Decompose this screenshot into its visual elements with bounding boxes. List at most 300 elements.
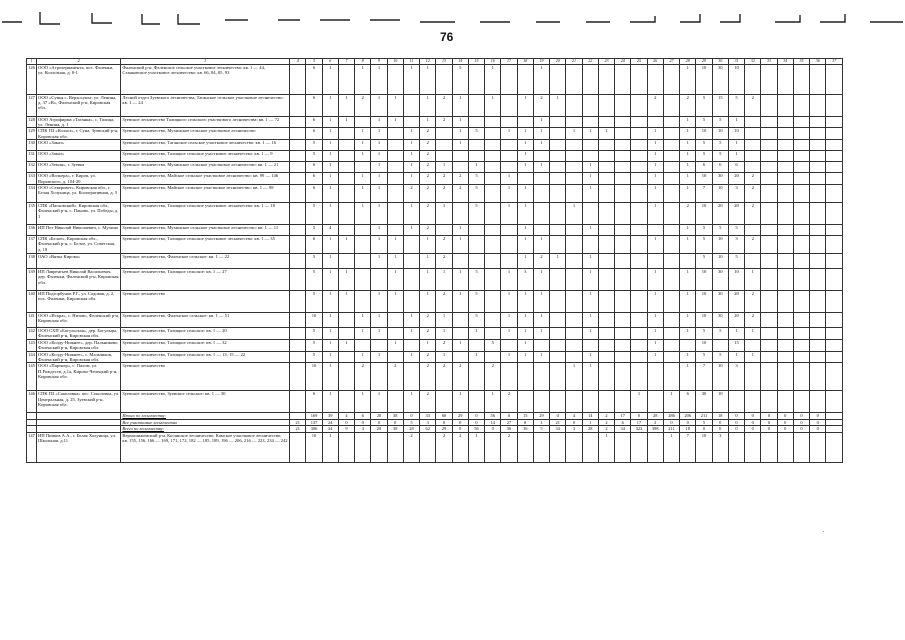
value-cell [338, 64, 354, 94]
totals-value: 0 [436, 419, 452, 425]
value-cell: 1 [468, 327, 484, 339]
value-cell: 1 [517, 162, 533, 173]
value-cell [826, 391, 843, 413]
forestry-location: Зуевское лесничество, Фаленское сельское: кв. 1 — 51 [121, 312, 290, 327]
organization-name: ООО «Сунья с. Верхосунье, ул. Ленина, д. 37 «В», Фаленский р-н, Кировская обл. [37, 94, 121, 116]
value-cell [355, 235, 371, 253]
totals-value: 0 [355, 419, 371, 425]
value-cell [387, 312, 403, 327]
value-cell [598, 290, 614, 312]
value-cell: 1 [663, 432, 679, 462]
value-cell: 1 [322, 184, 338, 202]
value-cell: 1 [403, 312, 419, 327]
totals-value: 17 [615, 413, 631, 419]
value-cell: 10 [712, 391, 728, 413]
totals-value: 0 [452, 426, 468, 432]
value-cell: 3 [728, 363, 744, 391]
value-cell [826, 290, 843, 312]
value-cell: 1 [647, 312, 663, 327]
value-cell [550, 391, 566, 413]
value-cell [338, 173, 354, 185]
value-cell: 1 [517, 94, 533, 116]
organization-name: ООО «Заказ» [37, 151, 121, 162]
totals-value: 0 [501, 413, 517, 419]
totals-value: 5 [696, 419, 712, 425]
value-cell [290, 235, 306, 253]
value-cell: 1 [371, 327, 387, 339]
value-cell: 6 [306, 173, 322, 185]
value-cell [501, 339, 517, 351]
value-cell: 1 [663, 391, 679, 413]
totals-value: 0 [761, 413, 777, 419]
forestry-location: Зуевское лесничество, Талицкое сельское: кв. 1 — 32 [121, 339, 290, 351]
value-cell [338, 351, 354, 363]
value-cell: 1 [680, 268, 696, 290]
header-cell: 29 [696, 59, 712, 65]
value-cell [615, 202, 631, 224]
header-cell: 7 [338, 59, 354, 65]
value-cell [615, 432, 631, 462]
header-cell: 5 [306, 59, 322, 65]
value-cell: 5 [306, 327, 322, 339]
value-cell [761, 128, 777, 140]
value-cell [663, 268, 679, 290]
table-row [27, 202, 843, 224]
row-number: 147 [27, 432, 37, 462]
value-cell [663, 173, 679, 185]
value-cell [615, 290, 631, 312]
row-number: 136 [27, 224, 37, 235]
totals-value: 20 [371, 426, 387, 432]
forestry-location: Зуевское лесничество [121, 363, 290, 391]
totals-value: 0 [745, 426, 761, 432]
totals-label: Всего по лесничеству: [121, 426, 290, 432]
totals-value: 1 [582, 419, 598, 425]
totals-value: 0 [468, 419, 484, 425]
value-cell: 1 [322, 173, 338, 185]
value-cell: 1 [533, 128, 549, 140]
value-cell: 1 [647, 235, 663, 253]
value-cell [793, 351, 809, 363]
value-cell: 1 [728, 151, 744, 162]
organization-name: ООО «Заказ» [37, 140, 121, 151]
value-cell [598, 162, 614, 173]
value-cell: 5 [696, 224, 712, 235]
value-cell [631, 339, 647, 351]
value-cell [631, 128, 647, 140]
totals-value: 29 [436, 426, 452, 432]
value-cell [371, 363, 387, 391]
value-cell: 10 [696, 202, 712, 224]
value-cell: 1 [403, 173, 419, 185]
value-cell [663, 339, 679, 351]
value-cell: 1 [322, 128, 338, 140]
value-cell: 1 [371, 202, 387, 224]
forestry-location: Зуевское лесничество, Талицкое сельское участковое лесничество: кв. 1 — 18 [121, 202, 290, 224]
value-cell [777, 202, 793, 224]
organization-name: ООО «Колду-Нижнее», с. Мальчиков, Фаленский р-н, Кировская обл. [37, 351, 121, 363]
organization-name: СПК ПЗ «Соколовка» пос. Соколовка, ул. Центральная, д. 25, Зуевский р-н, Кировская обл. [37, 391, 121, 413]
value-cell [745, 151, 761, 162]
totals-value: 9 [338, 426, 354, 432]
totals-value: 5 [533, 426, 549, 432]
value-cell [533, 432, 549, 462]
forestry-location: Зуевское лесничество, Талицкое сельское: кв. 1 — 27 [121, 268, 290, 290]
value-cell [338, 128, 354, 140]
value-cell [387, 202, 403, 224]
value-cell: 1 [582, 162, 598, 173]
table-row [27, 94, 843, 116]
value-cell [615, 151, 631, 162]
value-cell: 1 [501, 173, 517, 185]
row-number: 127 [27, 94, 37, 116]
value-cell: 10 [712, 128, 728, 140]
value-cell [598, 184, 614, 202]
value-cell [810, 253, 826, 268]
value-cell: 1 [355, 151, 371, 162]
value-cell [452, 151, 468, 162]
table-row [27, 363, 843, 391]
forestry-location: Зуевское лесничество, Мухинское сельское участковое лесничество [121, 128, 290, 140]
value-cell [468, 339, 484, 351]
value-cell: 5 [306, 253, 322, 268]
value-cell: 5 [452, 64, 468, 94]
value-cell [550, 235, 566, 253]
value-cell: 1 [338, 94, 354, 116]
value-cell: 1 [680, 327, 696, 339]
totals-value: 0 [696, 426, 712, 432]
value-cell: 30 [712, 64, 728, 94]
header-cell: 25 [631, 59, 647, 65]
value-cell: 2 [436, 432, 452, 462]
value-cell: 1 [550, 94, 566, 116]
value-cell [631, 94, 647, 116]
value-cell: 2 [452, 363, 468, 391]
header-cell: 4 [290, 59, 306, 65]
value-cell [598, 268, 614, 290]
header-cell: 27 [663, 59, 679, 65]
value-cell: 10 [712, 363, 728, 391]
value-cell [777, 235, 793, 253]
value-cell [338, 202, 354, 224]
value-cell [761, 391, 777, 413]
value-cell: 1 [631, 391, 647, 413]
value-cell: 5 [696, 235, 712, 253]
value-cell [290, 290, 306, 312]
value-cell [826, 327, 843, 339]
row-number: 129 [27, 128, 37, 140]
value-cell [663, 224, 679, 235]
value-cell: 1 [355, 64, 371, 94]
value-cell: 3 [712, 432, 728, 462]
value-cell [355, 162, 371, 173]
totals-value: 0 [810, 426, 826, 432]
value-cell [810, 290, 826, 312]
value-cell: 2 [745, 94, 761, 116]
value-cell [728, 432, 744, 462]
totals-value: 169 [306, 413, 322, 419]
value-cell: 1 [501, 268, 517, 290]
value-cell: 1 [355, 173, 371, 185]
value-cell [566, 162, 582, 173]
value-cell [566, 116, 582, 128]
value-cell [777, 140, 793, 151]
value-cell: 1 [533, 116, 549, 128]
totals-value: 21 [290, 426, 306, 432]
value-cell: 1 [582, 253, 598, 268]
value-cell [517, 64, 533, 94]
value-cell: 1 [517, 351, 533, 363]
value-cell [615, 94, 631, 116]
value-cell [290, 162, 306, 173]
value-cell: 10 [728, 128, 744, 140]
value-cell [793, 173, 809, 185]
value-cell: 1 [582, 351, 598, 363]
table-row [27, 64, 843, 94]
value-cell: 1 [517, 202, 533, 224]
totals-value: 0 [728, 426, 744, 432]
value-cell [452, 162, 468, 173]
data-table [26, 58, 843, 463]
value-cell: 6 [306, 162, 322, 173]
value-cell [566, 351, 582, 363]
value-cell [761, 351, 777, 363]
value-cell [566, 339, 582, 351]
value-cell: 5 [712, 116, 728, 128]
value-cell: 2 [436, 94, 452, 116]
totals-value: 398 [647, 426, 663, 432]
header-cell: 21 [566, 59, 582, 65]
value-cell [826, 235, 843, 253]
value-cell [403, 235, 419, 253]
value-cell [615, 184, 631, 202]
value-cell: 1 [371, 162, 387, 173]
value-cell [793, 116, 809, 128]
value-cell [355, 253, 371, 268]
value-cell: 5 [306, 339, 322, 351]
value-cell [436, 151, 452, 162]
value-cell [550, 312, 566, 327]
value-cell: 2 [436, 339, 452, 351]
header-cell: 35 [793, 59, 809, 65]
value-cell: 1 [420, 253, 436, 268]
value-cell: 1 [680, 151, 696, 162]
value-cell [485, 128, 501, 140]
value-cell [598, 140, 614, 151]
value-cell [468, 253, 484, 268]
organization-name: ООО Агрофирма «Таганка», с. Талица, ул. Ленина, д. 1 [37, 116, 121, 128]
totals-value: 0 [810, 413, 826, 419]
value-cell: 1 [452, 224, 468, 235]
value-cell: 1 [680, 351, 696, 363]
organization-name: ИП Лаврентьев Николай Васильевич, дер. Фаленки, Фаленский р-н, Кировская обл. [37, 268, 121, 290]
value-cell [387, 162, 403, 173]
value-cell: 2 [436, 253, 452, 268]
totals-value: 137 [306, 419, 322, 425]
value-cell: 5 [712, 151, 728, 162]
totals-value: 0 [566, 419, 582, 425]
value-cell: 5 [468, 290, 484, 312]
value-cell: 1 [680, 162, 696, 173]
value-cell [468, 94, 484, 116]
value-cell: 1 [355, 202, 371, 224]
value-cell [387, 351, 403, 363]
value-cell [810, 235, 826, 253]
totals-value: 27 [501, 419, 517, 425]
organization-name: ООО «Колду-Нижнее», дер. Пальниково, Фаленский р-н, Кировская обл. [37, 339, 121, 351]
value-cell: 20 [728, 202, 744, 224]
totals-value: 0 [452, 419, 468, 425]
value-cell [793, 339, 809, 351]
value-cell: 1 [517, 327, 533, 339]
value-cell: 3 [517, 268, 533, 290]
value-cell: 1 [322, 327, 338, 339]
header-cell: 14 [452, 59, 468, 65]
table-row [27, 312, 843, 327]
value-cell: 1 [647, 162, 663, 173]
value-cell [338, 151, 354, 162]
value-cell: 1 [501, 128, 517, 140]
totals-value: 206 [680, 413, 696, 419]
totals-value: 0 [712, 426, 728, 432]
value-cell [631, 253, 647, 268]
value-cell: 1 [598, 432, 614, 462]
value-cell: 30 [712, 268, 728, 290]
forestry-location: Зуевское лесничество [121, 290, 290, 312]
value-cell: 10 [728, 64, 744, 94]
forestry-location: Зуевское лесничество, Фаленское сельское: кв. 1 — 22 [121, 253, 290, 268]
value-cell [485, 312, 501, 327]
value-cell [290, 202, 306, 224]
value-cell: 1 [517, 140, 533, 151]
value-cell: 1 [647, 268, 663, 290]
value-cell: 15 [728, 339, 744, 351]
value-cell [745, 128, 761, 140]
value-cell: 1 [745, 268, 761, 290]
value-cell: 2 [745, 290, 761, 312]
value-cell [777, 64, 793, 94]
value-cell: 1 [468, 351, 484, 363]
value-cell [647, 391, 663, 413]
value-cell [550, 64, 566, 94]
totals-value: 6 [355, 413, 371, 419]
value-cell [485, 202, 501, 224]
value-cell: 1 [680, 363, 696, 391]
value-cell [777, 94, 793, 116]
value-cell [582, 391, 598, 413]
value-cell [793, 253, 809, 268]
totals-value: 0 [777, 419, 793, 425]
value-cell: 1 [322, 64, 338, 94]
value-cell [631, 312, 647, 327]
forestry-location: Зуевское лесничество, Мухинское сельское участковое лесничество: кв. 1 — 11 [121, 224, 290, 235]
value-cell [793, 151, 809, 162]
value-cell [777, 268, 793, 290]
value-cell: 5 [712, 140, 728, 151]
value-cell [793, 235, 809, 253]
value-cell: 1 [501, 351, 517, 363]
value-cell: 1 [517, 151, 533, 162]
value-cell: 7 [680, 432, 696, 462]
value-cell [810, 116, 826, 128]
value-cell [501, 363, 517, 391]
row-number: 131 [27, 151, 37, 162]
value-cell: 5 [468, 202, 484, 224]
value-cell [533, 173, 549, 185]
value-cell: 5 [696, 351, 712, 363]
value-cell [680, 253, 696, 268]
value-cell [647, 224, 663, 235]
value-cell [533, 151, 549, 162]
totals-value: 211 [663, 426, 679, 432]
value-cell: 2 [436, 173, 452, 185]
value-cell [290, 173, 306, 185]
value-cell: 1 [371, 151, 387, 162]
totals-value: 0 [468, 413, 484, 419]
value-cell: 1 [420, 268, 436, 290]
value-cell [517, 173, 533, 185]
value-cell [566, 64, 582, 94]
value-cell [761, 116, 777, 128]
value-cell: 2 [452, 184, 468, 202]
value-cell: 1 [322, 202, 338, 224]
forestry-location: Зуевское лесничество, Зуевское сельское: кв. 1 — 30 [121, 391, 290, 413]
value-cell: 5 [306, 202, 322, 224]
value-cell: 10 [306, 312, 322, 327]
value-cell: 1 [728, 351, 744, 363]
value-cell: 1 [680, 224, 696, 235]
value-cell: 1 [468, 432, 484, 462]
value-cell: 5 [728, 253, 744, 268]
totals-value: 0 [485, 426, 501, 432]
value-cell: 1 [338, 235, 354, 253]
value-cell [550, 432, 566, 462]
organization-name: ООО «Искра», с. Низово, Фаленский р-н, Кировская обл. [37, 312, 121, 327]
value-cell [468, 224, 484, 235]
value-cell: 2 [420, 351, 436, 363]
value-cell: 6 [696, 162, 712, 173]
value-cell [647, 253, 663, 268]
header-cell: 11 [403, 59, 419, 65]
value-cell [566, 140, 582, 151]
header-cell: 36 [810, 59, 826, 65]
value-cell [468, 391, 484, 413]
value-cell [566, 94, 582, 116]
value-cell [290, 327, 306, 339]
value-cell [745, 116, 761, 128]
value-cell: 1 [371, 116, 387, 128]
value-cell [338, 391, 354, 413]
value-cell [745, 339, 761, 351]
value-cell [615, 253, 631, 268]
value-cell: 2 [420, 151, 436, 162]
value-cell [566, 151, 582, 162]
value-cell: 1 [371, 128, 387, 140]
value-cell [550, 128, 566, 140]
totals-value: 16 [517, 426, 533, 432]
value-cell [615, 268, 631, 290]
value-cell [582, 116, 598, 128]
value-cell [647, 432, 663, 462]
value-cell [761, 64, 777, 94]
value-cell: 10 [696, 268, 712, 290]
totals-value: 286 [663, 413, 679, 419]
value-cell [290, 116, 306, 128]
value-cell: 1 [452, 235, 468, 253]
value-cell: 6 [306, 116, 322, 128]
value-cell: 1 [582, 184, 598, 202]
totals-value: 0 [550, 413, 566, 419]
